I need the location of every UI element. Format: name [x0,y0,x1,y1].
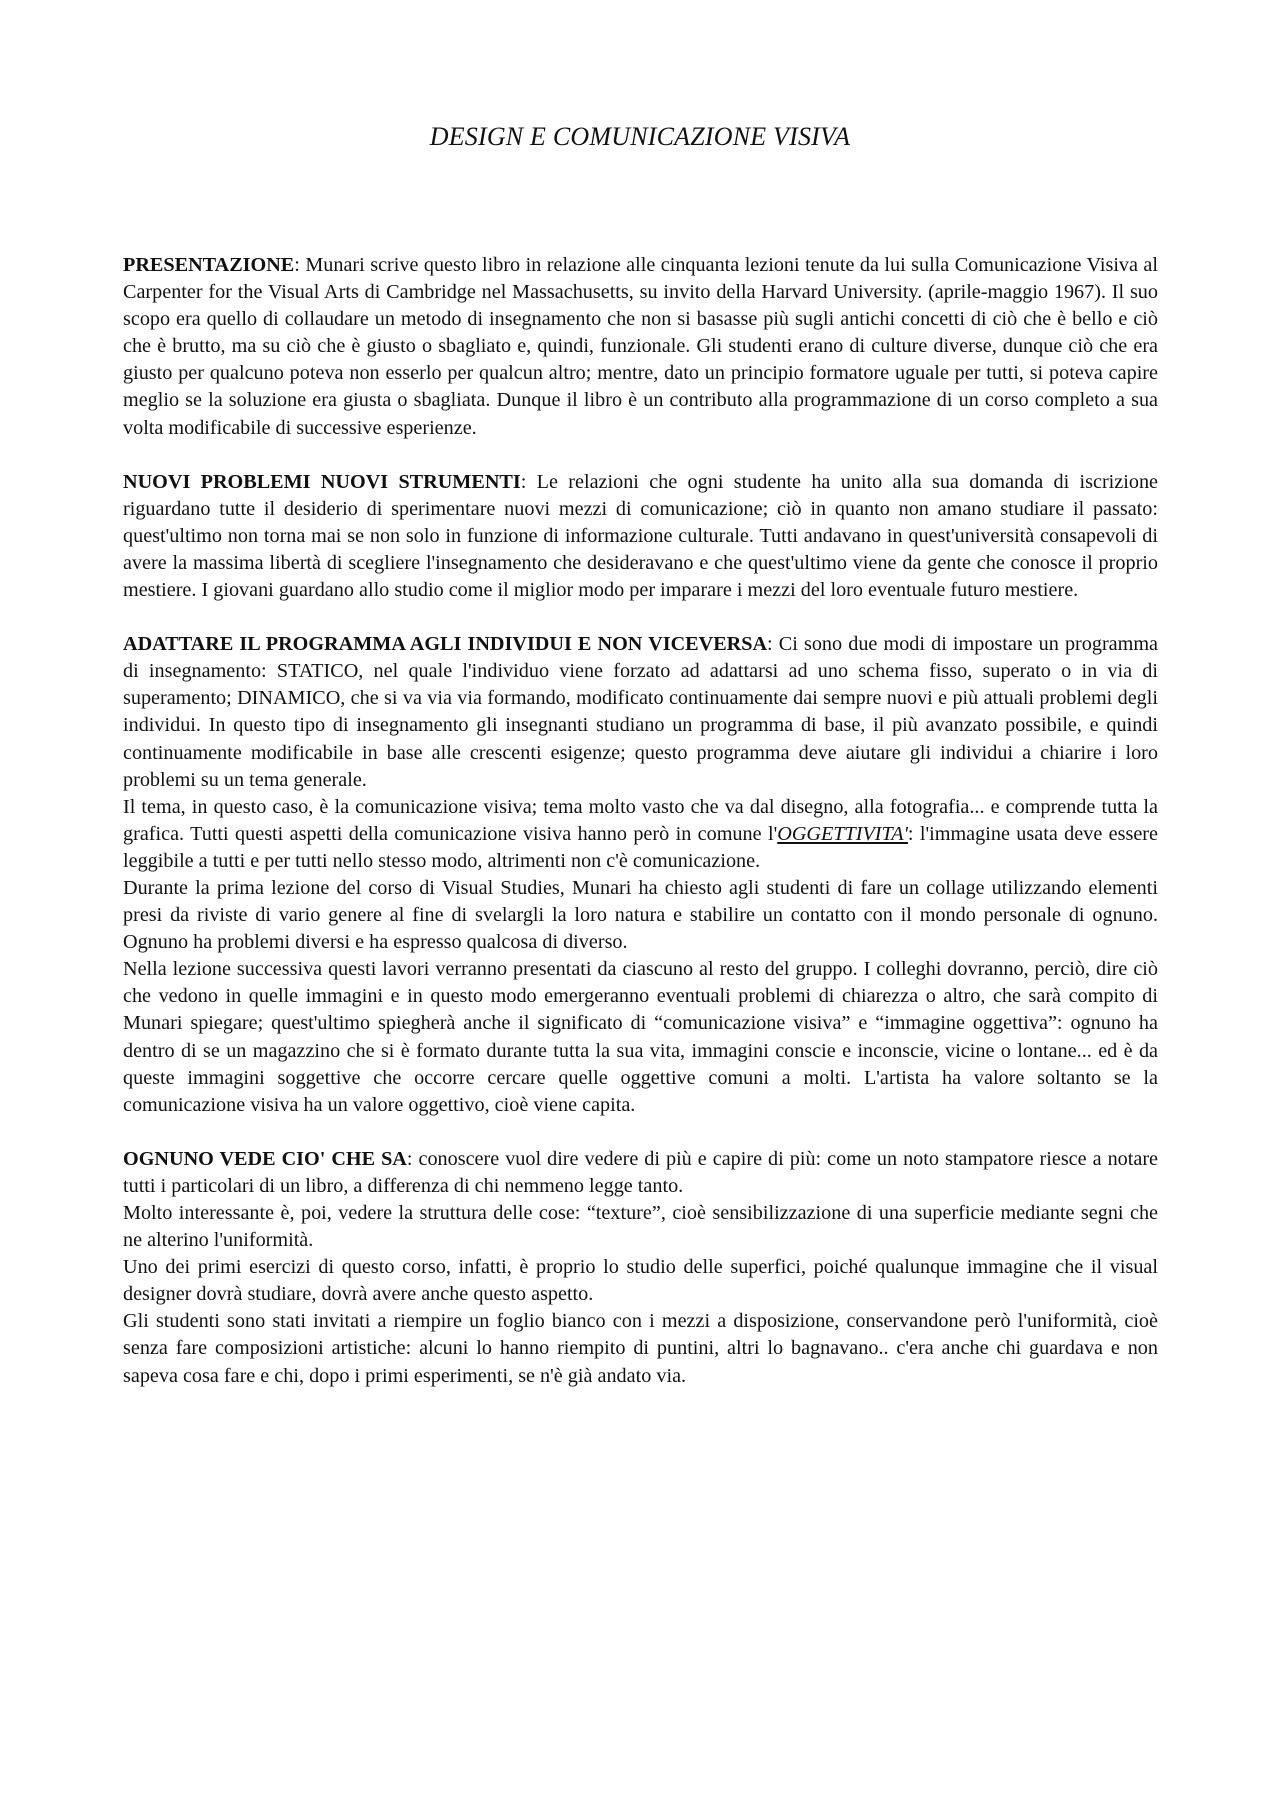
section-heading: NUOVI PROBLEMI NUOVI STRUMENTI [123,470,521,493]
paragraph: Molto interessante è, poi, vedere la struttura delle cose: “texture”, cioè sensibilizzazione di una superficie mediante segni che ne alterino l'uniformità. [123,1202,1158,1252]
paragraph-spacer [123,604,1158,631]
document-title: DESIGN E COMUNICAZIONE VISIVA [429,122,851,151]
paragraph: Le relazioni che ogni studente ha unito alla sua domanda di iscrizione riguardano tutte il desiderio di sperimentare nuovi mezzi di comunicazione; ciò in quanto non amano studiare il passato: quest'ultimo non torna mai se non solo in funzione di informazione culturale. Tutti andavano in quest'università consapevoli di avere la massima libertà di scegliere l'insegnamento che desideravano e che quest'ultimo viene da gente che conosce il proprio mestiere. I giovani guardano allo studio come il miglior modo per imparare i mezzi del loro eventuale futuro mestiere. [123,470,1159,602]
section-nuovi-problemi: NUOVI PROBLEMI NUOVI STRUMENTI: Le relazioni che ogni studente ha unito alla sua domanda di iscrizione riguardano tutte il desiderio di sperimentare nuovi mezzi di comunicazione; ciò in quanto non amano studiare il passato: quest'ultimo non torna mai se non solo in funzione di informazione culturale. Tutti andavano in quest'università consapevoli di avere la massima libertà di scegliere l'insegnamento che desideravano e che quest'ultimo viene da gente che conosce il proprio mestiere. I giovani guardano allo studio come il miglior modo per imparare i mezzi del loro eventuale futuro mestiere. [123,470,1159,602]
paragraph-text: Il tema, in questo caso, è la comunicazione visiva; tema molto vasto che va dal disegno, alla fotografia... e comprende tutta la grafica. Tutti questi aspetti della comunicazione visiva hanno però in comune l' [123,795,1158,845]
section-ognuno-vede: OGNUNO VEDE CIO' CHE SA: conoscere vuol dire vedere di più e capire di più: come un noto stampatore riesce a notare tutti i particolari di un libro, a differenza di chi nemmeno legge tanto. [123,1147,1159,1197]
paragraph: Uno dei primi esercizi di questo corso, infatti, è proprio lo studio delle superfici, poiché qualunque immagine che il visual designer dovrà studiare, dovrà avere anche questo aspetto. [123,1256,1158,1306]
emphasized-term: OGGETTIVITA' [777,822,908,845]
section-presentazione: PRESENTAZIONE: Munari scrive questo libro in relazione alle cinquanta lezioni tenute da lui sulla Comunicazione Visiva al Carpenter for the Visual Arts di Cambridge nel Massachusetts, su invito della Harvard University. (aprile-maggio 1967). Il suo scopo era quello di collaudare un metodo di insegnamento che non si basasse più sugli antichi concetti di ciò che è bello e ciò che è brutto, ma su ciò che è giusto o sbagliato e, quindi, funzionale. Gli studenti erano di culture diverse, dunque ciò che era giusto per qualcuno poteva non esserlo per qualcun altro; mentre, dato un principio formatore uguale per tutti, si poteva capire meglio se la soluzione era giusta o sbagliata. Dunque il libro è un contributo alla programmazione di un corso completo a sua volta modificabile di successive esperienze. [123,254,1158,439]
section-heading: ADATTARE IL PROGRAMMA AGLI INDIVIDUI E NON VICEVERSA [123,633,768,656]
paragraph-spacer [123,1119,1158,1146]
document-body [123,252,1158,1390]
section-heading: OGNUNO VEDE CIO' CHE SA [123,1147,407,1170]
paragraph: Nella lezione successiva questi lavori verranno presentati da ciascuno al resto del gruppo. I colleghi dovranno, perciò, dire ciò che vedono in quelle immagini e in questo modo emergeranno eventuali problemi di chiarezza o altro, che sarà compito di Munari spiegare; quest'ultimo spiegherà anche il significato di “comunicazione visiva” e “immagine oggettiva”: ognuno ha dentro di se un magazzino che si è formato durante tutta la sua vita, immagini conscie e inconscie, vicine o lontane... ed è da queste immagini soggettive che occorre cercare quelle oggettive comuni a molti. L'artista ha valore soltanto se la comunicazione visiva ha un valore oggettivo, cioè viene capita. [123,958,1158,1116]
paragraph-oggettivita [123,794,1158,875]
paragraph-text: : l'immagine usata deve essere leggibile a tutti e per tutti nello stesso modo, altrimenti non c'è comunicazione. [123,822,1158,872]
paragraph: Munari scrive questo libro in relazione alle cinquanta lezioni tenute da lui sulla Comunicazione Visiva al Carpenter for the Visual Arts di Cambridge nel Massachusetts, su invito della Harvard University. (aprile-maggio 1967). Il suo scopo era quello di collaudare un metodo di insegnamento che non si basasse più sugli antichi concetti di ciò che è bello e ciò che è brutto, ma su ciò che è giusto o sbagliato e, quindi, funzionale. Gli studenti erano di culture diverse, dunque ciò che era giusto per qualcuno poteva non esserlo per qualcun altro; mentre, dato un principio formatore uguale per tutti, si poteva capire meglio se la soluzione era giusta o sbagliata. Dunque il libro è un contributo alla programmazione di un corso completo a sua volta modificabile di successive esperienze. [123,254,1158,439]
paragraph: conoscere vuol dire vedere di più e capire di più: come un noto stampatore riesce a notare tutti i particolari di un libro, a differenza di chi nemmeno legge tanto. [123,1147,1159,1197]
section-heading: PRESENTAZIONE [123,254,295,276]
paragraph: Durante la prima lezione del corso di Visual Studies, Munari ha chiesto agli studenti di fare un collage utilizzando elementi presi da riviste di vario genere al fine di svelargli la loro natura e stabilire un contatto con il mondo personale di ognuno. Ognuno ha problemi diversi e ha espresso qualcosa di diverso. [123,876,1158,954]
paragraph-spacer [123,442,1158,469]
section-adattare-programma: ADATTARE IL PROGRAMMA AGLI INDIVIDUI E NON VICEVERSA: Ci sono due modi di impostare un programma di insegnamento: STATICO, nel quale l'individuo viene forzato ad adattarsi ad uno schema fisso, superato o in via di superamento; DINAMICO, che si va via via formando, modificato continuamente dai sempre nuovi e più attuali problemi degli individui. In questo tipo di insegnamento gli insegnanti studiano un programma di base, il più avanzato possibile, e quindi continuamente modificabile in base alle crescenti esigenze; questo programma deve aiutare gli individui a chiarire i loro problemi su un tema generale. [123,633,1159,791]
paragraph: Ci sono due modi di impostare un programma di insegnamento: STATICO, nel quale l'individuo viene forzato ad adattarsi ad uno schema fisso, superato o in via di superamento; DINAMICO, che si va via via formando, modificato continuamente dai sempre nuovi e più attuali problemi degli individui. In questo tipo di insegnamento gli insegnanti studiano un programma di base, il più avanzato possibile, e quindi continuamente modificabile in base alle crescenti esigenze; questo programma deve aiutare gli individui a chiarire i loro problemi su un tema generale. [123,633,1159,791]
paragraph: Gli studenti sono stati invitati a riempire un foglio bianco con i mezzi a disposizione, conservandone però l'uniformità, cioè senza fare composizioni artistiche: alcuni lo hanno riempito di puntini, altri lo bagnavano.. c'era anche chi guardava e non sapeva cosa fare e chi, dopo i primi esperimenti, se n'è già andato via. [123,1310,1158,1387]
